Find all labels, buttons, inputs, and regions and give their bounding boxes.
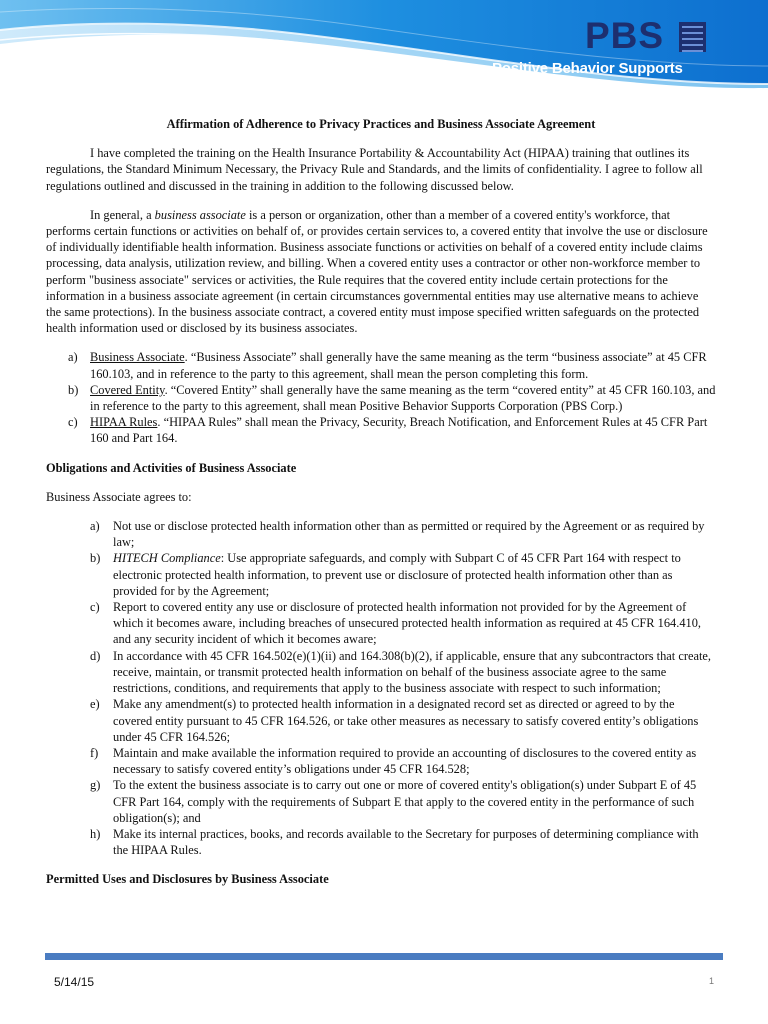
obligation-text: : Use appropriate safeguards, and comply with Subpart C of 45 CFR Part 164 with respect to electronic protected health information, to prevent use or disclosure of protected health information other than as provided for by the Agreement; bbox=[113, 551, 681, 598]
general-rest: is a person or organization, other than a member of a covered entity's workforce, that performs certain functions or activities on behalf of, or provides certain services to, a covered entity that involve the use or disclosure of individually identifiable health information. Business associate functions or activities on behalf of a covered entity include claims processing, data analysis, utilization review, and billing. When a covered entity uses a contractor or other non-workforce member to perform "business associate" services or activities, the Rule requires that the covered entity include certain protections for the information in a business associate agreement (in certain circumstances governmental entities may use alternative means to achieve the same protections). In the business associate contract, a covered entity must impose specified written safeguards on the protected health information used or disclosed by its business associates. bbox=[46, 207, 708, 336]
obligation-text: Make its internal practices, books, and records available to the Secretary for purposes of determining compliance with the HIPAA Rules. bbox=[113, 826, 699, 858]
logo-text: PBS bbox=[585, 15, 665, 56]
company-name: Positive Behavior Supports Corporation bbox=[492, 60, 683, 94]
permitted-heading: Permitted Uses and Disclosures by Business Associate bbox=[46, 872, 329, 887]
header-banner bbox=[0, 0, 768, 105]
obligation-item bbox=[46, 745, 716, 777]
definition-item bbox=[46, 382, 716, 414]
obligation-item bbox=[46, 599, 716, 648]
list-marker: b) bbox=[68, 382, 79, 397]
list-marker: c) bbox=[90, 600, 100, 615]
obligations-heading: Obligations and Activities of Business Associate bbox=[46, 460, 297, 475]
general-prefix: In general, a bbox=[90, 207, 155, 222]
definition-term: HIPAA Rules bbox=[90, 415, 158, 430]
list-marker: c) bbox=[68, 415, 78, 430]
list-marker: a) bbox=[68, 350, 78, 365]
list-marker: a) bbox=[90, 519, 100, 534]
list-marker: e) bbox=[90, 697, 100, 712]
definition-item bbox=[46, 349, 716, 381]
obligation-lead: HITECH Compliance bbox=[113, 551, 221, 566]
logo-mark bbox=[679, 22, 706, 52]
obligation-text: Not use or disclose protected health information other than as permitted or required by the Agreement or as required by law; bbox=[113, 519, 705, 550]
footer-rule bbox=[45, 953, 723, 960]
definition-item bbox=[46, 414, 716, 446]
pbs-logo bbox=[581, 15, 707, 56]
obligation-text: Report to covered entity any use or disclosure of protected health information not provided for by the Agreement of which it becomes aware, including breaches of unsecured protected health information as required at 45 CFR 164.410, and any security incident of which it becomes aware; bbox=[113, 600, 702, 647]
intro-paragraph: I have completed the training on the Health Insurance Portability & Accountability Act (HIPAA) training that outlines its regulations, the Standard Minimum Necessary, the Privacy Rule and Standards, and the limits of confidentiality. I agree to follow all regulations outlined and discussed in the training in addition to the following discussed below. bbox=[46, 146, 703, 193]
list-marker: d) bbox=[90, 648, 101, 663]
page-number: 1 bbox=[709, 976, 715, 986]
obligation-item bbox=[46, 777, 716, 826]
obligation-item bbox=[46, 648, 716, 697]
definition-text: . “Business Associate” shall generally have the same meaning as the term “business associate” at 45 CFR 160.103, and in reference to the party to this agreement, shall mean the person completing this form. bbox=[90, 350, 707, 381]
list-marker: h) bbox=[90, 826, 101, 841]
general-paragraph bbox=[46, 207, 716, 337]
list-marker: f) bbox=[90, 745, 99, 760]
obligations-list bbox=[46, 518, 716, 858]
agrees-line: Business Associate agrees to: bbox=[46, 489, 192, 504]
obligation-text: In accordance with 45 CFR 164.502(e)(1)(ii) and 164.308(b)(2), if applicable, ensure that any subcontractors that create, receive, maintain, or transmit protected health information on behalf of the business associate agree to the same restrictions, conditions, and requirements that apply to the business associate with respect to such information; bbox=[113, 648, 711, 696]
document-body bbox=[46, 116, 716, 901]
obligation-text: Maintain and make available the information required to provide an accounting of disclosures to the covered entity as necessary to satisfy covered entity’s obligations under 45 CFR 164.528; bbox=[113, 745, 697, 777]
document-title: Affirmation of Adherence to Privacy Practices and Business Associate Agreement bbox=[166, 117, 596, 131]
definition-term: Covered Entity bbox=[90, 382, 165, 397]
definition-text: . “Covered Entity” shall generally have the same meaning as the term “covered entity” at 45 CFR 160.103, and in reference to the party to this agreement, shall mean Positive Behavior Supports Corporation (PBS Corp.) bbox=[90, 382, 716, 414]
list-marker: g) bbox=[90, 778, 101, 793]
obligation-text: Make any amendment(s) to protected health information in a designated record set as directed or agreed to by the covered entity pursuant to 45 CFR 164.526, or take other measures as necessary to satisfy covered entity’s obligations under 45 CFR 164.526; bbox=[113, 697, 699, 744]
definitions-list bbox=[46, 349, 716, 446]
obligation-item bbox=[46, 696, 716, 745]
general-term: business associate bbox=[154, 207, 246, 222]
obligation-item bbox=[46, 826, 716, 858]
obligation-item bbox=[46, 550, 716, 599]
definition-text: . “HIPAA Rules” shall mean the Privacy, Security, Breach Notification, and Enforcement Rules at 45 CFR Part 160 and Part 164. bbox=[90, 415, 708, 446]
footer-date: 5/14/15 bbox=[54, 975, 95, 989]
definition-term: Business Associate bbox=[90, 350, 185, 365]
obligation-text: To the extent the business associate is to carry out one or more of covered entity's obligation(s) under Subpart E of 45 CFR Part 164, comply with the requirements of Subpart E that apply to the covered entity in the performance of such obligation(s); and bbox=[113, 778, 697, 825]
obligation-item bbox=[46, 518, 716, 550]
list-marker: b) bbox=[90, 551, 101, 566]
